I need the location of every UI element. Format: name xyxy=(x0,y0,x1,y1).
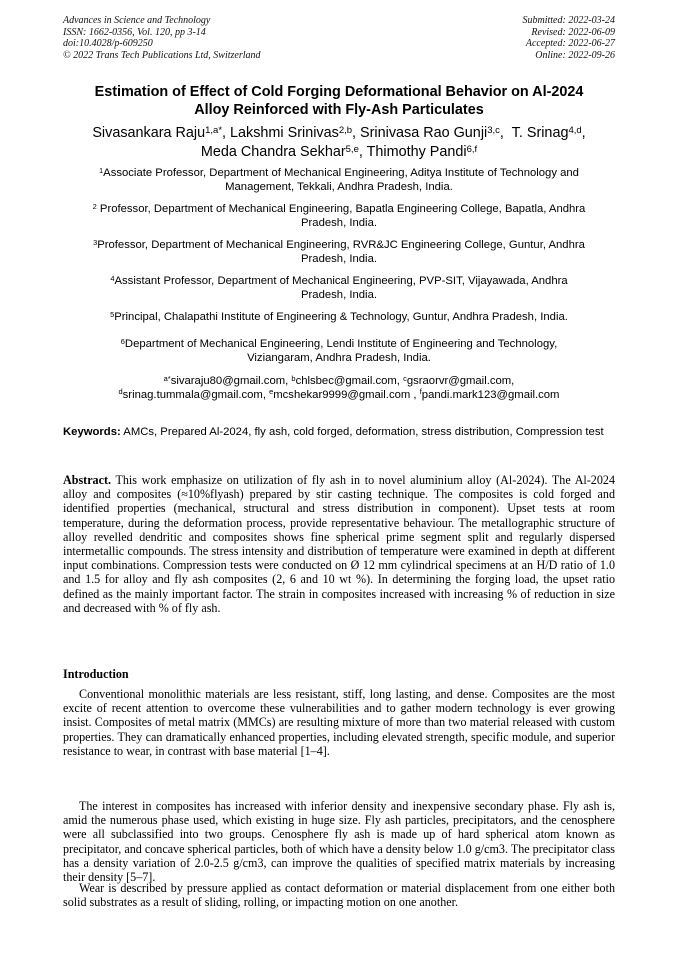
author-separator: , xyxy=(352,125,361,141)
paper-title-line: Alloy Reinforced with Fly-Ash Particulates xyxy=(194,101,484,118)
email-line xyxy=(58,375,620,389)
author-separator: , xyxy=(358,144,367,160)
affiliation-line: Viziangaram, Andhra Pradesh, India. xyxy=(247,351,431,364)
affiliation-number: 2 xyxy=(92,201,97,211)
journal-issn: ISSN: 1662-0356, Vol. 120, pp 3-14 xyxy=(63,26,206,38)
author-superscript: 5,e xyxy=(345,143,359,155)
affiliation-1 xyxy=(58,167,620,194)
affiliation-line: Pradesh, India. xyxy=(301,288,377,301)
author-separator: , xyxy=(222,125,231,141)
email-superscript: c xyxy=(403,373,407,383)
date-online: Online: 2022-09-26 xyxy=(535,49,615,61)
affiliation-text: Professor, Department of Mechanical Engineering, Bapatla Engineering College, Bapatla, Andhra xyxy=(96,203,586,215)
affiliation-text: Associate Professor, Department of Mechanical Engineering, Aditya Institute of Technology and xyxy=(103,167,579,179)
author-name: Thimothy Pandi xyxy=(366,144,467,160)
intro-paragraph-2: The interest in composites has increased with inferior density and inexpensive secondary phase. Fly ash is, amid the numerous phase used, which existing in huge size. Fly ash particles, precipitators, and the cenosphere were all subclassified into two groups. Cenosphere fly ash is made up of hard spherical atom known as precipitator, and concave spherical particles, both of which have a density below 1.0 g/cm3. The precipitator class has a density variation of 2.0-2.5 g/cm3, can improve the qualities of specified matrix materials by increasing their density [5–7]. xyxy=(63,799,615,885)
affiliation-text: Assistant Professor, Department of Mechanical Engineering, PVP-SIT, Vijayawada, Andhra xyxy=(114,275,568,287)
intro-paragraph-1: Conventional monolithic materials are less resistant, stiff, long lasting, and dense. Composites are the most excite of recent attention to overcome these vulnerabilities and to gather modern technology is ever growing insist. Composites of metal matrix (MMCs) are resulting mixture of more than two material released with custom properties. They can dramatically enhanced properties, including elevated strength, specific module, and superior resistance to wear, in contrast with base material [1–4]. xyxy=(63,687,615,758)
journal-header-right xyxy=(523,15,616,61)
affiliation-text: Principal, Chalapathi Institute of Engineering & Technology, Guntur, Andhra Pradesh, India. xyxy=(114,311,568,323)
author-superscript: 4,d xyxy=(568,124,582,136)
affiliation-line xyxy=(58,167,620,181)
author-name: Meda Chandra Sekhar xyxy=(200,144,346,160)
author-name: Lakshmi Srinivas xyxy=(230,125,339,141)
paper-title xyxy=(40,84,638,119)
author-name: Srinivasa Rao Gunji xyxy=(360,125,488,141)
affiliation-line xyxy=(58,311,620,325)
journal-name: Advances in Science and Technology xyxy=(63,15,211,26)
email-superscript: f xyxy=(419,387,422,397)
author-name: Sivasankara Raju xyxy=(92,125,206,141)
email-address[interactable]: pandi.mark123@gmail.com xyxy=(421,388,560,401)
paper-title-line: Estimation of Effect of Cold Forging Deformational Behavior on Al-2024 xyxy=(94,84,584,100)
date-accepted: Accepted: 2022-06-27 xyxy=(525,38,615,49)
email-line xyxy=(58,389,620,403)
affiliation-3 xyxy=(58,239,620,266)
affiliation-line xyxy=(58,203,620,217)
author-list xyxy=(40,124,638,162)
affiliation-4 xyxy=(58,275,620,302)
affiliation-number: 5 xyxy=(110,309,115,319)
affiliation-line xyxy=(58,338,620,352)
affiliation-5 xyxy=(58,311,620,325)
date-revised: Revised: 2022-06-09 xyxy=(531,26,615,38)
email-superscript: b xyxy=(291,373,296,383)
intro-paragraph-3: Wear is described by pressure applied as contact deformation or material displacement from one either both solid substrates as a result of sliding, rolling, or impacting motion on one another. xyxy=(63,881,615,910)
journal-copyright: © 2022 Trans Tech Publications Ltd, Switzerland xyxy=(63,49,261,61)
affiliation-line: Pradesh, India. xyxy=(301,252,377,265)
email-superscript: a* xyxy=(163,373,171,383)
section-heading-introduction: Introduction xyxy=(63,667,129,681)
date-submitted: Submitted: 2022-03-24 xyxy=(522,15,615,26)
author-line xyxy=(40,143,638,162)
author-superscript: 1,a* xyxy=(205,124,223,136)
affiliation-number: 1 xyxy=(99,165,104,175)
author-superscript: 6,f xyxy=(466,143,478,155)
journal-doi: doi:10.4028/p-609250 xyxy=(63,38,153,49)
email-address[interactable]: chlsbec@gmail.com, xyxy=(295,375,404,387)
keywords-text: AMCs, Prepared Al-2024, fly ash, cold forged, deformation, stress distribution, Compression test xyxy=(120,426,604,438)
affiliation-line: Management, Tekkali, Andhra Pradesh, India. xyxy=(225,180,453,193)
author-superscript: 3,c xyxy=(487,124,500,136)
affiliation-text: Department of Mechanical Engineering, Lendi Institute of Engineering and Technology, xyxy=(124,338,558,350)
abstract xyxy=(63,473,615,615)
email-address[interactable]: srinag.tummala@gmail.com, xyxy=(122,388,270,401)
email-superscript: d xyxy=(118,387,123,397)
email-address[interactable]: mcshekar9999@gmail.com , xyxy=(273,388,420,401)
affiliation-number: 3 xyxy=(93,237,98,247)
author-separator: , xyxy=(581,125,586,141)
affiliation-number: 4 xyxy=(110,273,115,283)
abstract-text: This work emphasize on utilization of fly ash in to novel aluminium alloy (Al-2024). The Al-2024 alloy and composites (≈10%flyash) prepared by stir casting technique. The composites is cold forged and identified properties (mechanical, structural and stress distribution in component). Upset tests at room temperature, during the deformation process, provide representative behaviour. The metallographic structure of alloy revelled dendritic and composites shows fine spherical prime segment split and regularly dispersed intermetallic compounds. The stress intensity and distribution of temperature were examined in depth at different input combinations. Compression tests were conducted on Ø 12 mm cylindrical specimens at an H/D ratio of 1.0 and 1.5 for alloy and fly ash composites (2, 6 and 10 wt %). In determining the forging load, the upset ratio defined as the mainly important factor. The strain in composites increased with increasing % of reduction in size and decreased with % of fly ash. xyxy=(63,473,615,615)
affiliation-6 xyxy=(58,338,620,365)
affiliation-text: Professor, Department of Mechanical Engineering, RVR&JC Engineering College, Guntur, Andhra xyxy=(97,239,585,251)
keywords-label: Keywords: xyxy=(63,426,121,438)
affiliation-line xyxy=(58,275,620,289)
author-emails xyxy=(58,375,620,402)
author-separator: , xyxy=(499,125,512,141)
author-line xyxy=(40,124,638,143)
author-superscript: 2,b xyxy=(338,124,353,136)
email-superscript: e xyxy=(269,387,274,397)
author-name: T. Srinag xyxy=(511,125,569,141)
email-address[interactable]: gsraorvr@gmail.com, xyxy=(406,375,515,387)
affiliation-2 xyxy=(58,203,620,230)
email-address[interactable]: sivaraju80@gmail.com, xyxy=(170,375,292,387)
abstract-label: Abstract. xyxy=(63,473,112,487)
keywords xyxy=(63,425,615,439)
affiliation-line: Pradesh, India. xyxy=(301,216,377,229)
journal-header-left xyxy=(63,15,261,61)
affiliation-number: 6 xyxy=(120,336,125,346)
affiliation-line xyxy=(58,239,620,253)
